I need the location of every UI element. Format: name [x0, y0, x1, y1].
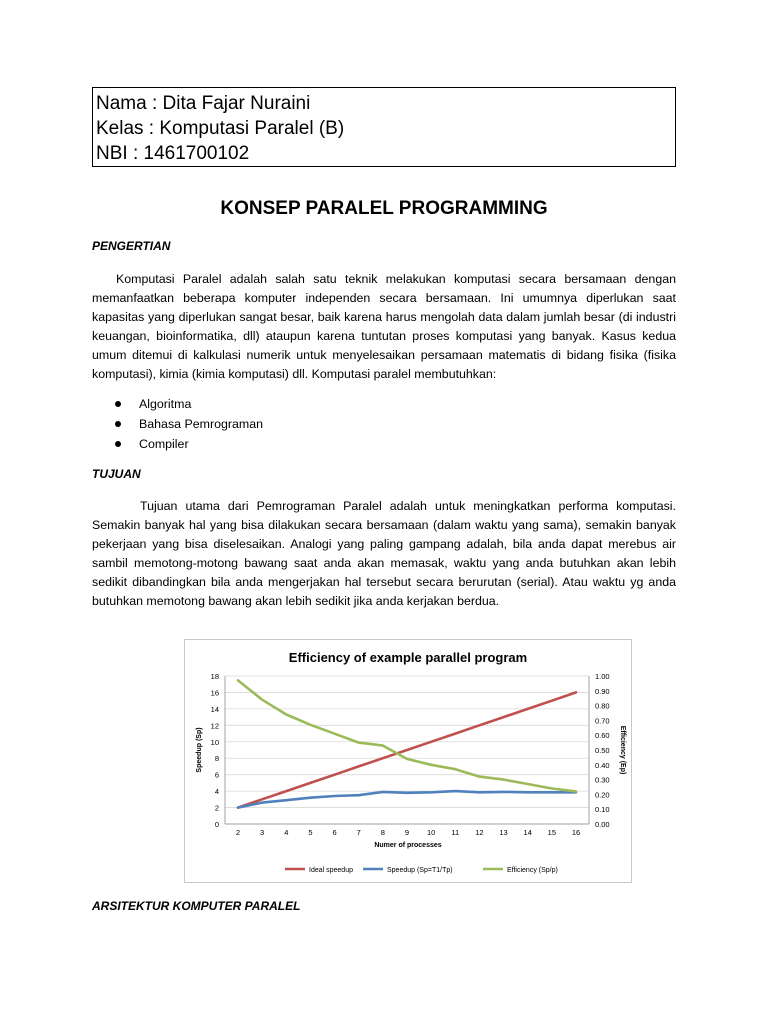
x-axis-label: Numer of processes: [374, 842, 442, 849]
student-class: Kelas : Komputasi Paralel (B): [96, 118, 345, 139]
student-name: Nama : Dita Fajar Nuraini: [96, 93, 311, 114]
x-tick-label: 12: [475, 828, 484, 837]
x-tick-label: 9: [404, 828, 410, 837]
bullet-icon: [115, 421, 121, 427]
data-point: [382, 757, 384, 759]
student-info-box: [92, 87, 676, 167]
data-point: [406, 792, 408, 794]
data-point: [575, 692, 577, 694]
data-point: [285, 714, 287, 716]
legend-label: Speedup (Sp=T1/Tp): [387, 867, 453, 874]
y-axis-label: Speedup (Sp): [196, 727, 203, 773]
y-tick-label: 14: [210, 704, 219, 714]
x-tick-label: 11: [451, 828, 460, 837]
data-point: [261, 799, 263, 801]
y-tick-label: 16: [210, 688, 219, 698]
data-point: [527, 708, 529, 710]
data-point: [358, 766, 360, 768]
y-tick-label: 2: [214, 803, 219, 813]
requirements-list: [92, 394, 263, 454]
list-item: [92, 434, 263, 454]
data-point: [430, 764, 432, 766]
x-tick-label: 7: [356, 828, 361, 837]
student-nbi: NBI : 1461700102: [96, 143, 250, 164]
data-point: [479, 725, 481, 727]
data-point: [551, 700, 553, 702]
data-point: [430, 792, 432, 794]
y2-axis-label: Efficiency (Ep): [619, 725, 626, 775]
data-point: [454, 733, 456, 735]
series-line-1: [238, 791, 576, 808]
x-tick-label: 16: [571, 828, 581, 837]
y2-tick-label: 0.90: [595, 686, 610, 696]
data-point: [334, 795, 336, 797]
data-point: [310, 797, 312, 799]
data-point: [551, 792, 553, 794]
bullet-icon: [115, 401, 121, 407]
x-tick-label: 3: [260, 828, 265, 837]
document-title: KONSEP PARALEL PROGRAMMING: [220, 198, 548, 219]
data-point: [527, 792, 529, 794]
paragraph-tujuan: Tujuan utama dari Pemrograman Paralel adalah untuk meningkatkan performa komputasi. Semakin banyak hal yang bisa dilakukan secara bersamaan (dalam waktu yang sama), semakin banyak pekerjaan yang bisa diselesaikan. Analogi yang paling gampang adalah, bila anda dapat merebus air sambil memotong-motong bawang saat anda akan memasak, waktu yang anda butuhkan akan lebih sedikit dibandingkan bila anda mengerjakan hal tersebut secara berurutan (serial). Atau waktu yg anda butuhkan memotong bawang akan lebih sedikit jika anda kerjakan berdua.: [92, 499, 676, 608]
heading-tujuan: TUJUAN: [92, 467, 141, 481]
list-item: [92, 394, 263, 414]
list-item-label: Compiler: [139, 437, 189, 451]
y-tick-label: 18: [210, 672, 219, 681]
y2-tick-label: 0.20: [595, 790, 610, 800]
data-point: [503, 779, 505, 781]
data-point: [527, 783, 529, 785]
list-item-label: Bahasa Pemrograman: [139, 417, 263, 431]
y2-tick-label: 0.00: [595, 820, 610, 829]
data-point: [310, 782, 312, 784]
y2-tick-label: 1.00: [595, 672, 610, 681]
x-tick-label: 15: [547, 828, 557, 837]
data-point: [285, 799, 287, 801]
data-point: [382, 791, 384, 793]
data-point: [479, 792, 481, 794]
x-tick-label: 14: [523, 828, 532, 837]
y2-tick-label: 0.40: [595, 760, 610, 770]
data-point: [430, 741, 432, 743]
y2-tick-label: 0.70: [595, 716, 610, 726]
data-point: [261, 699, 263, 701]
y2-tick-label: 0.60: [595, 731, 610, 741]
x-tick-label: 8: [380, 828, 385, 837]
x-tick-label: 6: [332, 828, 337, 837]
data-point: [454, 768, 456, 770]
data-point: [310, 724, 312, 726]
legend-label: Efficiency (Sp/p): [507, 867, 558, 874]
data-point: [479, 776, 481, 778]
y-tick-label: 10: [210, 737, 219, 747]
x-tick-label: 4: [284, 828, 289, 837]
y2-tick-label: 0.10: [595, 805, 610, 815]
data-point: [406, 749, 408, 751]
y-tick-label: 8: [214, 754, 219, 764]
data-point: [406, 758, 408, 760]
data-point: [575, 791, 577, 793]
data-point: [503, 791, 505, 793]
heading-pengertian: PENGERTIAN: [92, 239, 171, 253]
data-point: [261, 802, 263, 804]
x-tick-label: 10: [426, 828, 436, 837]
legend-label: Ideal speedup: [309, 867, 353, 874]
y-tick-label: 0: [214, 820, 219, 829]
data-point: [551, 788, 553, 790]
chart-canvas: [185, 640, 631, 882]
data-point: [237, 680, 239, 682]
y2-tick-label: 0.80: [595, 701, 610, 711]
data-point: [358, 794, 360, 796]
y2-tick-label: 0.30: [595, 775, 610, 785]
data-point: [503, 716, 505, 718]
bullet-icon: [115, 441, 121, 447]
y-tick-label: 6: [214, 770, 219, 780]
data-point: [285, 790, 287, 792]
data-point: [334, 774, 336, 776]
heading-arsitektur: ARSITEKTUR KOMPUTER PARALEL: [92, 899, 301, 913]
data-point: [382, 745, 384, 747]
data-point: [358, 742, 360, 744]
data-point: [334, 733, 336, 735]
x-tick-label: 2: [235, 828, 241, 837]
y2-tick-label: 0.50: [595, 746, 610, 755]
list-item-label: Algoritma: [139, 397, 192, 411]
paragraph-pengertian: Komputasi Paralel adalah salah satu teknik melakukan komputasi secara bersamaan dengan memanfaatkan beberapa komputer independen secara bersamaan. Ini umumnya diperlukan saat kapasitas yang diperlukan sangat besar, baik karena harus mengolah data dalam jumlah besar (di industri keuangan, bioinformatika, dll) ataupun karena tuntutan proses komputasi yang banyak. Kasus kedua umum ditemui di kalkulasi numerik untuk menyelesaikan persamaan matematis di bidang fisika (fisika komputasi), kimia (kimia komputasi) dll. Komputasi paralel membutuhkan:: [92, 272, 676, 381]
chart-title: Efficiency of example parallel program: [288, 650, 528, 665]
list-item: [92, 414, 263, 434]
data-point: [454, 790, 456, 792]
y-tick-label: 12: [210, 721, 219, 731]
x-tick-label: 13: [499, 828, 508, 837]
y-tick-label: 4: [214, 787, 219, 797]
x-tick-label: 5: [308, 828, 313, 837]
data-point: [237, 807, 239, 809]
efficiency-chart: [184, 639, 632, 883]
